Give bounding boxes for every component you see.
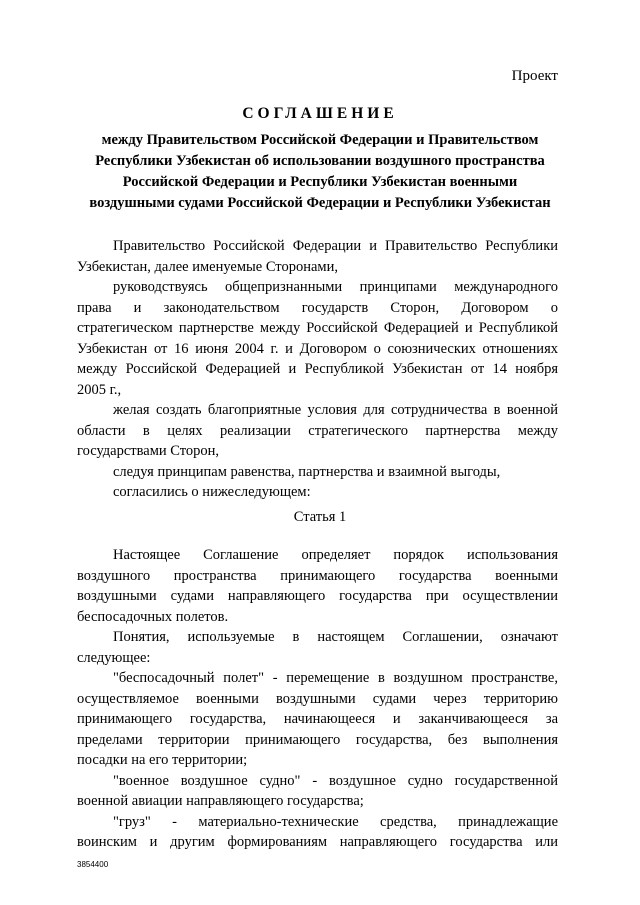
- article-paragraph: [77, 771, 558, 812]
- text-line: следующее:: [77, 649, 151, 666]
- article-paragraph: [77, 545, 558, 627]
- subtitle-line: воздушными судами Российской Федерации и Республики Узбекистан: [89, 195, 551, 211]
- subtitle-line: Республики Узбекистан об использовании воздушного пространства: [95, 153, 545, 169]
- text-line: воздушными судами направляющего государства при осуществлении: [77, 588, 558, 604]
- text-line: военной авиации направляющего государства;: [77, 793, 364, 809]
- draft-label: Проект: [511, 68, 558, 84]
- text-line: "беспосадочный полет" - перемещение в воздушном пространстве,: [113, 670, 558, 686]
- text-line: согласились о нижеследующем:: [113, 484, 311, 500]
- text-line: воздушного пространства принимающего государства военными: [77, 567, 558, 584]
- article-paragraph: [77, 668, 558, 771]
- text-line: Правительство Российской Федерации и Правительство Республики: [113, 238, 558, 254]
- article-paragraph: [77, 812, 558, 853]
- document-title: СОГЛАШЕНИЕ: [242, 105, 398, 122]
- preamble-paragraph: [77, 462, 558, 483]
- text-line: следуя принципам равенства, партнерства и взаимной выгоды,: [113, 463, 501, 480]
- text-line: беспосадочных полетов.: [77, 608, 229, 625]
- subtitle-line: Российской Федерации и Республики Узбекистан военными: [122, 174, 518, 190]
- text-line: государствами Сторон,: [77, 443, 220, 459]
- text-line: Настоящее Соглашение определяет порядок использования: [113, 547, 558, 563]
- subtitle-line: между Правительством Российской Федерации и Правительством: [101, 132, 539, 148]
- text-line: "груз" - материально-технические средства, принадлежащие: [113, 813, 558, 830]
- article-body: [77, 545, 558, 853]
- document-code: 3854400: [77, 860, 109, 869]
- text-line: руководствуясь общепризнанными принципами международного: [113, 279, 558, 295]
- text-line: между Российской Федерацией и Республикой Узбекистан от 14 ноября: [77, 361, 558, 377]
- preamble-paragraph: [77, 236, 558, 277]
- text-line: "военное воздушное судно" - воздушное судно государственной: [113, 772, 558, 789]
- article-heading: Статья 1: [293, 509, 347, 525]
- text-line: области в целях реализации стратегического партнерства между: [77, 422, 558, 439]
- text-line: Узбекистан, далее именуемые Сторонами,: [77, 258, 338, 275]
- article-paragraph: [77, 627, 558, 668]
- preamble-paragraph: [77, 277, 558, 400]
- text-line: Узбекистан от 16 июня 2004 г. и Договором о союзнических отношениях: [77, 340, 558, 357]
- text-line: желая создать благоприятные условия для сотрудничества в военной: [113, 402, 558, 418]
- text-line: принимающего государства, начинающееся и заканчивающееся за: [77, 711, 558, 727]
- preamble-paragraph: [77, 482, 558, 503]
- text-line: 2005 г.,: [77, 381, 122, 398]
- preamble: [77, 236, 558, 503]
- text-line: права и законодательством государств Сторон, Договором о: [77, 299, 558, 316]
- text-line: Понятия, используемые в настоящем Соглашении, означают: [113, 629, 558, 645]
- text-line: пределами территории принимающего государства, без выполнения: [77, 731, 558, 748]
- text-line: посадки на его территории;: [77, 752, 248, 768]
- text-line: воинским и другим формированиям направляющего государства или: [77, 834, 558, 850]
- preamble-paragraph: [77, 400, 558, 462]
- text-line: стратегическом партнерстве между Российской Федерацией и Республикой: [77, 320, 558, 336]
- document-subtitle: [70, 130, 570, 214]
- text-line: осуществляемое военными воздушными судами через территорию: [77, 690, 558, 707]
